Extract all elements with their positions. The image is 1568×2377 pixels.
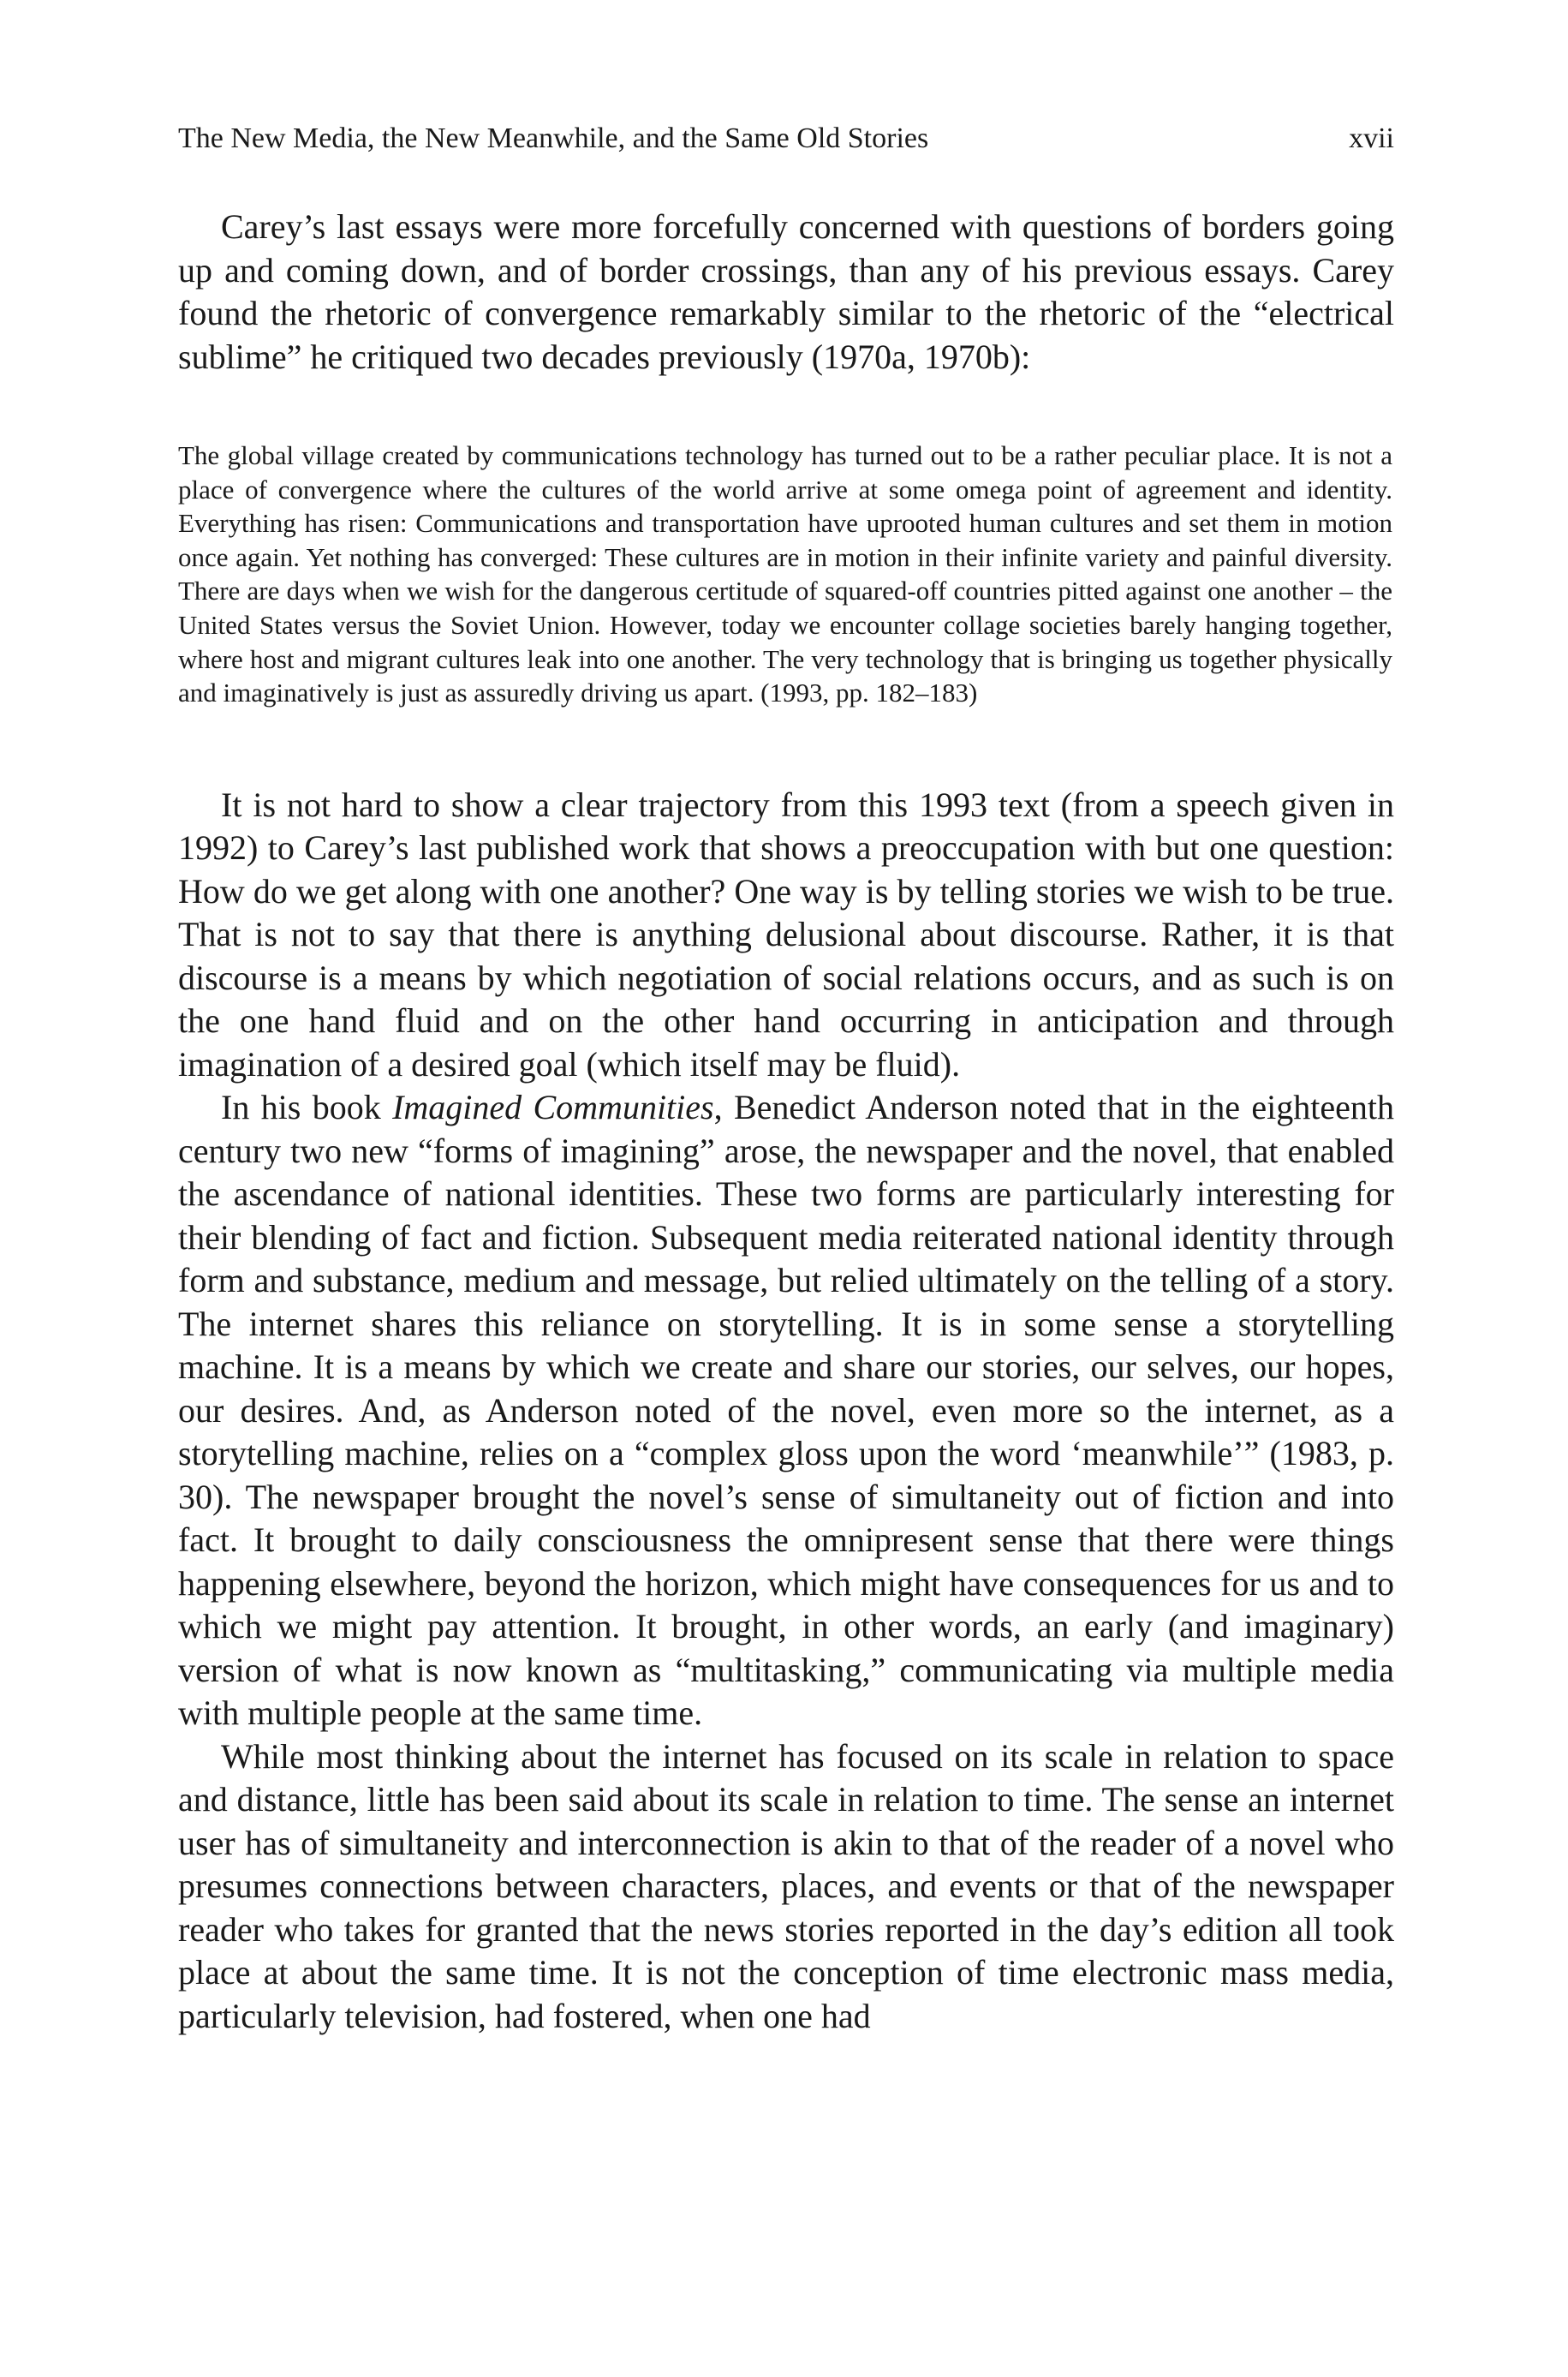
paragraph-imagined-communities-body: , Benedict Anderson noted that in the eighteenth century two new “forms of imagining” arose, the newspaper and the novel, that enabled the ascendance of national identities. These two forms are particularly interesting for their blending of fact and fiction. Subsequent media reiterated national identity through form and substance, medium and message, but relied ultimately on the telling of a story. The internet shares this reliance on storytelling. It is in some sense a storytelling machine. It is a means by which we create and share our stories, our selves, our hopes, our desires. And, as Anderson noted of the novel, even more so the internet, as a storytelling machine, relies on a “complex gloss upon the word ‘meanwhile’” (1983, p. 30). The newspaper brought the novel’s sense of simultaneity out of fiction and into fact. It brought to daily consciousness the omnipresent sense that there were things happening elsewhere, beyond the horizon, which might have consequences for us and to which we might pay attention. It brought, in other words, an early (and imaginary) version of what is now known as “multitasking,” communicating via multiple media with multiple people at the same time. [178, 1088, 1395, 1733]
running-head [178, 120, 1394, 158]
book-title-imagined-communities: Imagined Communities [392, 1088, 714, 1127]
paragraph-carey-essays: Carey’s last essays were more forcefully concerned with questions of borders going up and coming down, and of border crossings, than any of his previous essays. Carey found the rhetoric of convergence remarkably similar to the rhetoric of the “electrical sublime” he critiqued two decades previously (1970a, 1970b): [178, 207, 1394, 376]
book-page [178, 120, 1394, 2038]
paragraph-imagined-communities [178, 1086, 1394, 1735]
running-head-title: The New Media, the New Meanwhile, and the Same Old Stories [178, 122, 929, 154]
block-quote-global-village: The global village created by communications technology has turned out to be a rather peculiar place. It is not a place of convergence where the cultures of the world arrive at some omega point of agreement and identity. Everything has risen: Communications and transportation have uprooted human cultures and set them in motion once again. Yet nothing has converged: These cultures are in motion in their infinite variety and painful diversity. There are days when we wish for the dangerous certitude of squared-off countries pitted against one another – the United States versus the Soviet Union. However, today we encounter collage societies barely hanging together, where host and migrant cultures leak into one another. The very technology that is bringing us together physically and imaginatively is just as assuredly driving us apart. (1993, pp. 182–183) [178, 440, 1392, 708]
page-number: xvii [1349, 122, 1394, 154]
paragraph-internet-time: While most thinking about the internet has focused on its scale in relation to space and distance, little has been said about its scale in relation to time. The sense an internet user has of simultaneity and interconnection is akin to that of the reader of a novel who presumes connections between characters, places, and events or that of the newspaper reader who takes for granted that the news stories reported in the day’s edition all took place at about the same time. It is not the conception of time electronic mass media, particularly television, had fostered, when one had [178, 1736, 1394, 2035]
paragraph-imagined-communities-lead: In his book [221, 1088, 393, 1127]
paragraph-trajectory: It is not hard to show a clear trajectory from this 1993 text (from a speech given in 1992) to Carey’s last published work that shows a preoccupation with but one question: How do we get along with one another? One way is by telling stories we wish to be true. That is not to say that there is anything delusional about discourse. Rather, it is that discourse is a means by which negotiation of social relations occurs, and as such is on the one hand fluid and on the other hand occurring in anticipation and through imagination of a desired goal (which itself may be fluid). [178, 785, 1394, 1084]
